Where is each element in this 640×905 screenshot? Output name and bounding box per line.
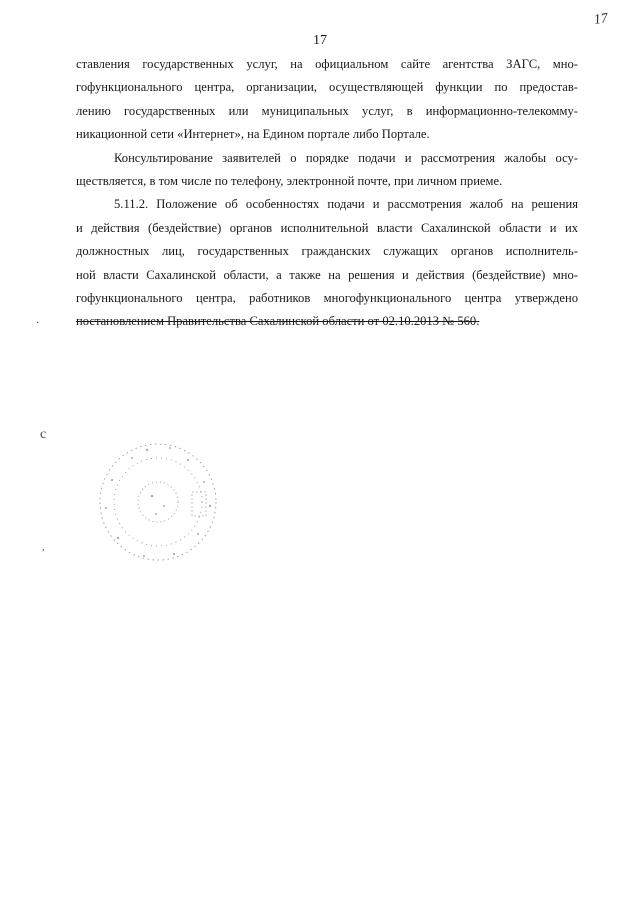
margin-mark: , bbox=[42, 542, 45, 553]
handwritten-page-mark: 17 bbox=[592, 11, 609, 28]
margin-mark: c bbox=[40, 427, 47, 442]
text-line: гофункционального центра, работников многофункционального центра утверждено bbox=[76, 290, 578, 305]
margin-mark: · bbox=[36, 318, 40, 329]
text-line: гофункционального центра, организации, осуществляющей функции по предостав- bbox=[76, 80, 578, 95]
text-line: ставления государственных услуг, на официальном сайте агентства ЗАГС, мно- bbox=[76, 57, 578, 71]
seal-stamp-icon bbox=[92, 436, 224, 568]
struck-text-line bbox=[76, 310, 578, 333]
text-line: и действия (бездействие) органов исполнительной власти Сахалинской области и их bbox=[76, 220, 578, 235]
paragraph-start-line: Консультирование заявителей о порядке подачи и рассмотрения жалобы осу- bbox=[114, 150, 578, 165]
text-line: ществляется, в том числе по телефону, электронной почте, при личном приеме. bbox=[76, 173, 503, 188]
document-body bbox=[76, 53, 578, 334]
text-line: ной власти Сахалинской области, а также на решения и действия (бездействие) мно- bbox=[76, 267, 578, 282]
text-line: никационной сети «Интернет», на Едином портале либо Портале. bbox=[76, 127, 430, 142]
text-line: должностных лиц, государственных гражданских служащих органов исполнитель- bbox=[76, 244, 578, 259]
text-line: лению государственных или муниципальных услуг, в информационно-телекомму- bbox=[76, 103, 578, 118]
page-number: 17 bbox=[313, 33, 327, 48]
paragraph-start-line: 5.11.2. Положение об особенностях подачи и рассмотрения жалоб на решения bbox=[114, 197, 578, 212]
struck-text: постановлением Правительства Сахалинской области от 02.10.2013 № 560. bbox=[76, 314, 480, 329]
